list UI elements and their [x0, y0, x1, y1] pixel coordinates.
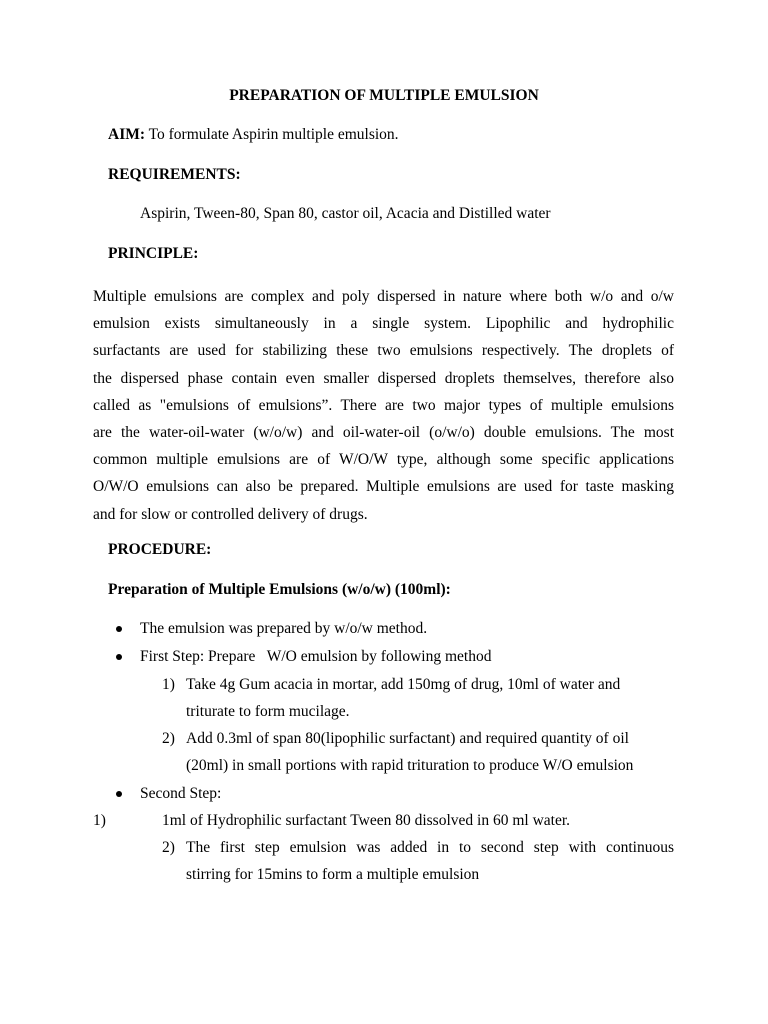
step-line: triturate to form mucilage. [186, 703, 350, 720]
step-line: Take 4g Gum acacia in mortar, add 150mg of drug, 10ml of water and [186, 676, 621, 693]
requirements-text: Aspirin, Tween-80, Span 80, castor oil, Acacia and Distilled water [140, 205, 551, 222]
list-number: 2) [162, 839, 175, 856]
aim-line [108, 125, 399, 145]
principle-paragraph [93, 283, 674, 528]
bullet-item-method: The emulsion was prepared by w/o/w method. [140, 620, 428, 637]
bullet-item-second-step: Second Step: [140, 785, 222, 802]
aim-label: AIM: [108, 126, 146, 143]
step-line: (20ml) in small portions with rapid trituration to produce W/O emulsion [186, 757, 634, 774]
requirements-heading: REQUIREMENTS: [108, 166, 241, 183]
bullet-icon [116, 791, 122, 797]
second-step-item [186, 834, 674, 888]
procedure-subheading: Preparation of Multiple Emulsions (w/o/w) (100ml): [108, 581, 451, 598]
principle-line: are the water-oil-water (w/o/w) and oil-water-oil (o/w/o) double emulsions. The most [93, 424, 674, 442]
step-line: stirring for 15mins to form a multiple emulsion [186, 866, 480, 883]
second-step-item: 1ml of Hydrophilic surfactant Tween 80 dissolved in 60 ml water. [162, 812, 571, 829]
principle-line: surfactants are used for stabilizing these two emulsions respectively. The droplets of [93, 342, 674, 360]
principle-line: O/W/O emulsions can also be prepared. Multiple emulsions are used for taste masking [93, 478, 674, 496]
step-line: Add 0.3ml of span 80(lipophilic surfactant) and required quantity of oil [186, 730, 629, 747]
list-number: 1) [162, 676, 175, 693]
principle-line: called as "emulsions of emulsions”. There are two major types of multiple emulsions [93, 396, 674, 414]
step-line: The first step emulsion was added in to second step with continuous [186, 839, 674, 856]
bullet-icon [116, 654, 122, 660]
principle-line: and for slow or controlled delivery of drugs. [93, 505, 368, 523]
procedure-heading: PROCEDURE: [108, 541, 212, 558]
list-number: 2) [162, 730, 175, 747]
principle-line: Multiple emulsions are complex and poly dispersed in nature where both w/o and o/w [93, 288, 674, 305]
principle-line: common multiple emulsions are of W/O/W type, although some specific applications [93, 451, 674, 469]
document-title: PREPARATION OF MULTIPLE EMULSION [229, 87, 539, 104]
bullet-item-first-step: First Step: Prepare W/O emulsion by following method [140, 648, 492, 665]
principle-line: emulsion exists simultaneously in a single system. Lipophilic and hydrophilic [93, 315, 674, 333]
first-step-item [186, 725, 674, 779]
list-number: 1) [93, 812, 106, 829]
principle-heading: PRINCIPLE: [108, 245, 199, 262]
bullet-icon [116, 626, 122, 632]
first-step-item [186, 671, 674, 725]
principle-line: the dispersed phase contain even smaller dispersed droplets themselves, therefore also [93, 369, 674, 387]
aim-text: To formulate Aspirin multiple emulsion. [145, 126, 399, 143]
